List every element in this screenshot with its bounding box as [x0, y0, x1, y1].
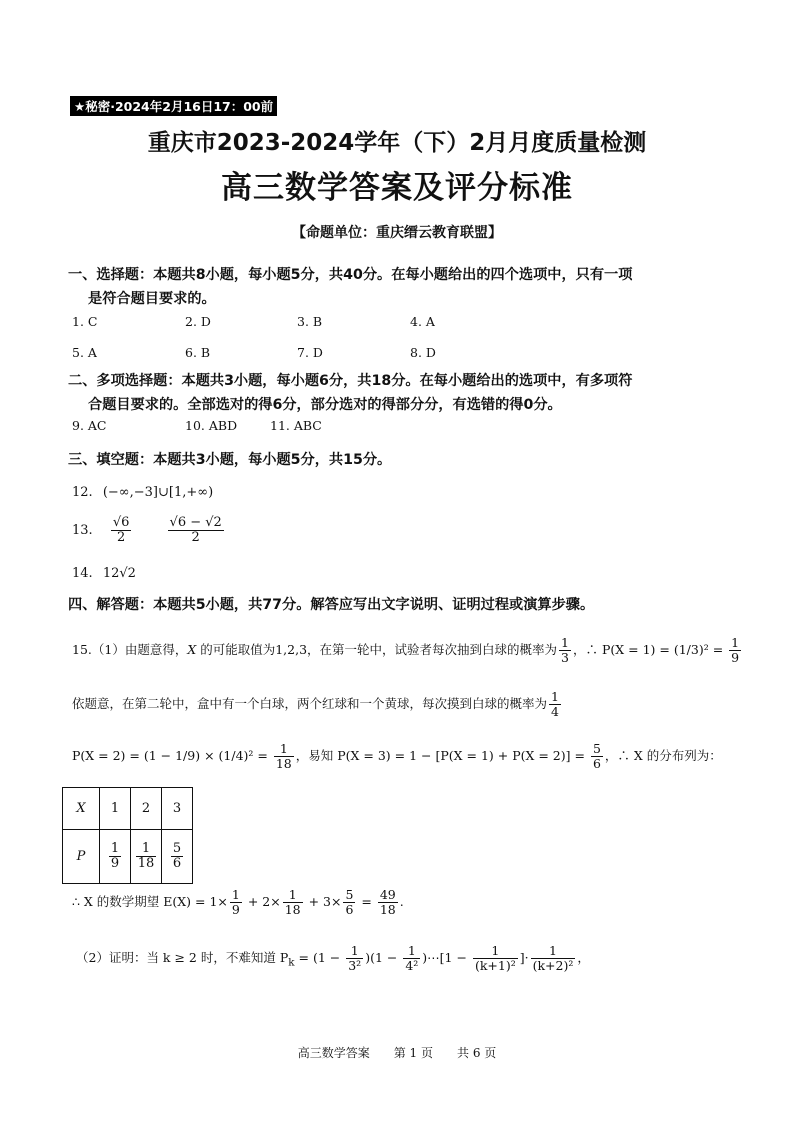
q15-line1-e: (1/3)²: [673, 642, 709, 657]
q15-line2-den: 4: [551, 704, 559, 719]
q15-part2-e: ]·: [519, 950, 529, 965]
q15-line1-a: 15.（1）由题意得，: [72, 642, 188, 657]
table-cell: [131, 830, 162, 884]
page-footer: 高三数学答案 第 1 页 共 6 页: [297, 1046, 497, 1060]
frac-num: 1: [283, 888, 303, 903]
answer-14: [72, 566, 136, 581]
section2-heading: [68, 369, 758, 417]
answer-12-value: (−∞,−3]∪[1,+∞): [102, 485, 214, 500]
answer-13a-fraction: [111, 516, 132, 545]
answer-7: 7. D: [297, 345, 323, 360]
q15-line3-res-num: 1: [274, 742, 294, 757]
frac-den: 18: [284, 902, 301, 917]
q15-line3-res2: [591, 742, 603, 771]
q15-line1-frac: [559, 636, 571, 665]
answer-4: 4. A: [410, 314, 435, 329]
frac-den: 6: [345, 902, 354, 917]
section3-heading: 三、填空题：本题共3小题，每小题5分，共15分。: [68, 452, 392, 468]
q15-expect-f4: [378, 888, 398, 917]
exam-title: 重庆市2023-2024学年（下）2月月度质量检测: [147, 130, 647, 156]
answer-3: 3. B: [297, 314, 323, 329]
q15-expect-f3: [343, 888, 355, 917]
table-cell: 3: [162, 788, 193, 830]
answer-1: 1. C: [72, 314, 98, 329]
q15-part2: [76, 944, 590, 973]
frac-num: 1: [231, 887, 240, 902]
frac-num: 1: [403, 944, 420, 959]
table-frac-den: 9: [110, 856, 120, 871]
q15-line2-num: 1: [551, 689, 559, 704]
frac-den: 18: [379, 902, 396, 917]
issuing-unit: 【命题单位：重庆缙云教育联盟】: [292, 225, 502, 241]
table-cell-header: P: [63, 830, 100, 884]
answer-12-number: 12.: [72, 485, 93, 500]
q15-line2-a: 依题意，在第二轮中，盒中有一个白球，两个红球和一个黄球，每次摸到白球的概率为: [72, 696, 548, 711]
frac-den: 9: [231, 902, 240, 917]
frac-den: 4²: [405, 958, 419, 973]
confidential-label: ★秘密·2024年2月16日17：00前: [70, 96, 277, 116]
q15-expect-e: .: [399, 894, 404, 909]
q15-line1-frac-den: 3: [561, 650, 569, 665]
frac-den: 3²: [348, 958, 362, 973]
answer-13: [72, 516, 226, 545]
answer-8: 8. D: [410, 345, 436, 360]
q15-line3-res2-num: 5: [592, 741, 601, 756]
q15-part2-c: )(1 −: [365, 950, 402, 965]
table-cell: 1: [100, 788, 131, 830]
section1-heading-line2: 是符合题目要求的。: [88, 291, 216, 307]
q15-expect-b: + 2×: [243, 894, 281, 909]
q15-expect-a: ∴ X 的数学期望 E(X) = 1×: [72, 894, 228, 909]
q15-expect-c: + 3×: [304, 894, 342, 909]
q15-line1-res: [729, 636, 741, 665]
frac-den: (k+2)²: [532, 958, 574, 973]
q15-part2-f4: [531, 944, 576, 973]
answer-2: 2. D: [185, 314, 211, 329]
section2-heading-line2: 合题目要求的。全部选对的得6分，部分选对的得部分分，有选错的得0分。: [88, 397, 562, 413]
q15-line3-f: ，易知 P(X = 3) = 1 − [P(X = 1) + P(X = 2)] =: [295, 748, 589, 763]
table-cell: [162, 830, 193, 884]
q15-line3: [72, 742, 722, 771]
q15-line3-res2-den: 6: [592, 756, 601, 771]
q15-line2: [72, 690, 563, 719]
frac-num: 1: [346, 944, 363, 959]
q15-part2-sub: k: [288, 956, 295, 969]
answer-6: 6. B: [185, 345, 211, 360]
q15-line3-g: ，∴ X 的分布列为：: [604, 748, 722, 763]
q15-line3-b: 1/9: [175, 748, 196, 763]
q15-part2-f1: [346, 944, 363, 973]
q15-line1-res-num: 1: [731, 635, 740, 650]
distribution-table: [62, 787, 193, 884]
table-frac-den: 18: [137, 856, 155, 871]
table-cell: 2: [131, 788, 162, 830]
frac-num: 49: [379, 887, 396, 902]
q15-expectation: [72, 888, 404, 917]
q15-part2-g: ，: [577, 950, 590, 965]
q15-line1-f: =: [708, 642, 728, 657]
section1-heading: [68, 263, 748, 311]
table-frac: [109, 842, 121, 871]
answer-12: [72, 485, 213, 500]
q15-line1-frac-num: 1: [561, 635, 569, 650]
table-frac-num: 1: [136, 842, 157, 857]
answer-5: 5. A: [72, 345, 97, 360]
answer-13b-den: 2: [191, 530, 200, 545]
q15-part2-f3: [473, 944, 518, 973]
answer-13b-num: √6 − √2: [169, 515, 222, 530]
frac-num: 1: [473, 944, 518, 959]
document-title: 高三数学答案及评分标准: [221, 170, 573, 206]
table-cell: [100, 830, 131, 884]
q15-part2-d: )⋯[1 −: [422, 950, 471, 965]
q15-line3-a: P(X = 2) = (1 −: [72, 748, 176, 763]
answer-14-value: 12√2: [102, 566, 136, 581]
q15-line3-e: )² =: [243, 748, 272, 763]
frac-num: 5: [345, 887, 354, 902]
section4-heading: 四、解答题：本题共5小题，共77分。解答应写出文字说明、证明过程或演算步骤。: [68, 597, 595, 613]
q15-line3-res-den: 18: [275, 756, 292, 771]
q15-line1-d: ，∴ P(X = 1) =: [572, 642, 674, 657]
answer-13a-num: √6: [112, 515, 130, 530]
answer-13-number: 13.: [72, 523, 93, 538]
q15-expect-f1: [230, 888, 242, 917]
table-cell-header: X: [63, 788, 100, 830]
section2-heading-line1: 二、多项选择题：本题共3小题，每小题6分，共18分。在每小题给出的选项中，有多项符: [68, 373, 633, 389]
table-frac: [171, 842, 183, 871]
table-frac-num: 1: [110, 841, 120, 856]
q15-part2-b: = (1 −: [294, 950, 345, 965]
section1-heading-line1: 一、选择题：本题共8小题，每小题5分，共40分。在每小题给出的四个选项中，只有一项: [68, 267, 633, 283]
q15-line1: [72, 636, 743, 665]
q15-line3-res: [274, 742, 294, 771]
answer-11: 11. ABC: [270, 418, 322, 433]
q15-expect-f2: [283, 888, 303, 917]
frac-num: 1: [531, 944, 576, 959]
table-frac: [136, 842, 157, 871]
q15-line1-var: X: [187, 642, 197, 657]
q15-part2-a: （2）证明：当 k ≥ 2 时，不难知道 P: [76, 950, 289, 965]
q15-line1-res-den: 9: [731, 650, 740, 665]
q15-expect-d: =: [357, 894, 376, 909]
q15-line3-d: 1/4: [223, 748, 244, 763]
answer-13a-den: 2: [116, 530, 126, 545]
q15-line3-c: ) × (: [195, 748, 224, 763]
frac-den: (k+1)²: [474, 958, 516, 973]
table-row: [63, 788, 193, 830]
q15-part2-f2: [403, 944, 420, 973]
answer-10: 10. ABD: [185, 418, 238, 433]
answer-14-number: 14.: [72, 566, 93, 581]
table-row: [63, 830, 193, 884]
q15-line1-c: 的可能取值为1,2,3，在第一轮中，试验者每次抽到白球的概率为: [196, 642, 558, 657]
answer-13b-fraction: [168, 516, 224, 545]
table-frac-den: 6: [172, 856, 182, 871]
answer-9: 9. AC: [72, 418, 107, 433]
table-frac-num: 5: [172, 841, 182, 856]
q15-line2-frac: [549, 690, 561, 719]
